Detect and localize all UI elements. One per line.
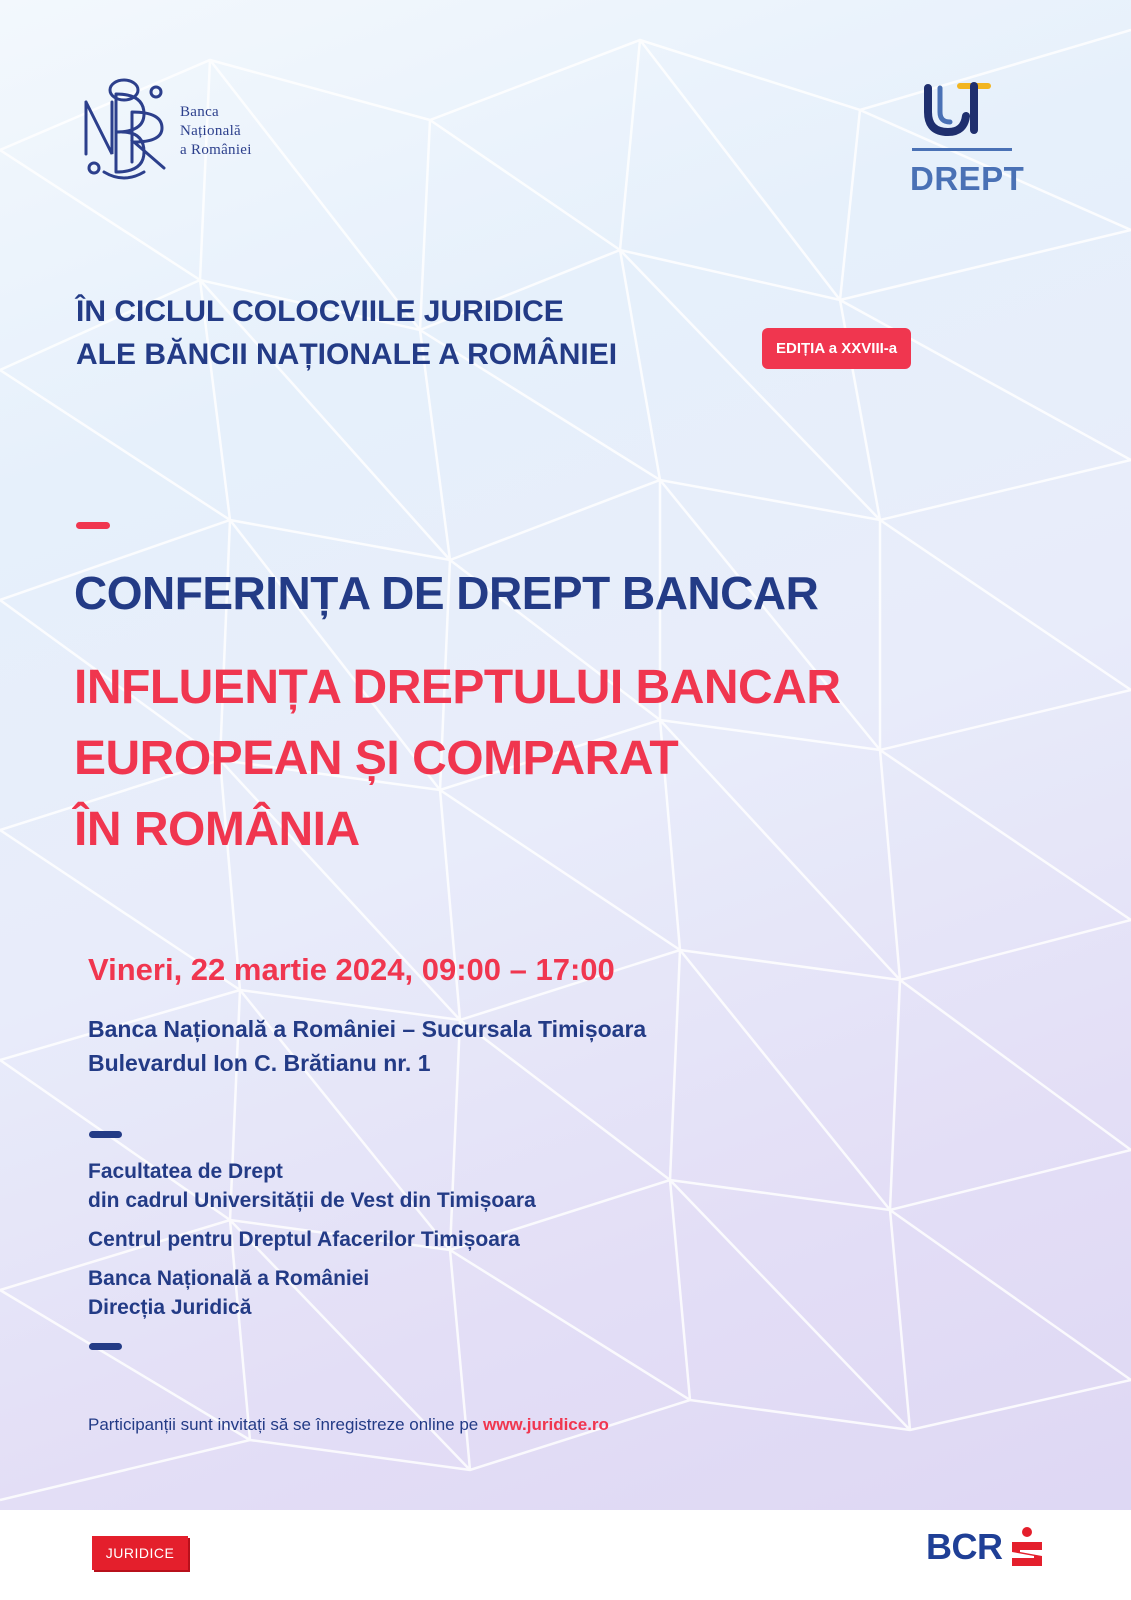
cycle-heading xyxy=(76,290,617,376)
event-venue xyxy=(88,1012,646,1080)
bnr-name-line: a României xyxy=(180,142,252,158)
organizer-line: Centrul pentru Dreptul Afacerilor Timișoara xyxy=(88,1228,520,1251)
uvt-drept-logo-text: DREPT xyxy=(910,160,1025,197)
conference-subtitle-line: ÎN ROMÂNIA xyxy=(74,803,360,856)
registration-note xyxy=(88,1415,609,1435)
cycle-heading-line: ALE BĂNCII NAȚIONALE A ROMÂNIEI xyxy=(76,338,618,371)
bnr-name-line: Banca xyxy=(180,104,219,120)
organizer-line: din cadrul Universității de Vest din Timișoara xyxy=(88,1189,536,1212)
organizer xyxy=(88,1225,520,1254)
navy-accent-dash xyxy=(89,1343,122,1350)
organizer-line: Facultatea de Drept xyxy=(88,1160,283,1183)
registration-text: Participanții sunt invitați să se înregistreze online pe xyxy=(88,1415,483,1434)
registration-link[interactable]: www.juridice.ro xyxy=(482,1415,609,1434)
edition-badge: EDIȚIA a XXVIII-a xyxy=(762,328,911,369)
conference-subtitle-line: INFLUENȚA DREPTULUI BANCAR xyxy=(74,661,841,714)
organizer-line: Banca Națională a României xyxy=(88,1267,370,1290)
bcr-logo-symbol xyxy=(1008,1526,1046,1568)
uvt-logo-mark xyxy=(922,82,992,138)
event-date-time: Vineri, 22 martie 2024, 09:00 – 17:00 xyxy=(88,952,615,987)
conference-title: CONFERINȚA DE DREPT BANCAR xyxy=(74,567,819,619)
organizer-line: Direcția Juridică xyxy=(88,1296,252,1319)
bnr-logo-name xyxy=(180,103,252,160)
cycle-heading-line: ÎN CICLUL COLOCVIILE JURIDICE xyxy=(76,295,564,328)
juridice-logo: JURIDICE xyxy=(92,1536,188,1570)
conference-subtitle-line: EUROPEAN ȘI COMPARAT xyxy=(74,732,679,785)
bnr-monogram-logo xyxy=(74,72,174,184)
bnr-name-line: Națională xyxy=(180,123,242,139)
organizer xyxy=(88,1264,369,1322)
bcr-logo-text: BCR xyxy=(926,1526,1003,1567)
event-venue-line: Bulevardul Ion C. Brătianu nr. 1 xyxy=(88,1050,431,1076)
event-venue-line: Banca Națională a României – Sucursala Timișoara xyxy=(88,1016,647,1042)
organizer xyxy=(88,1157,536,1215)
uvt-logo-divider xyxy=(912,148,1012,151)
conference-subtitle xyxy=(74,652,841,865)
red-accent-dash xyxy=(76,522,110,529)
navy-accent-dash xyxy=(89,1131,122,1138)
